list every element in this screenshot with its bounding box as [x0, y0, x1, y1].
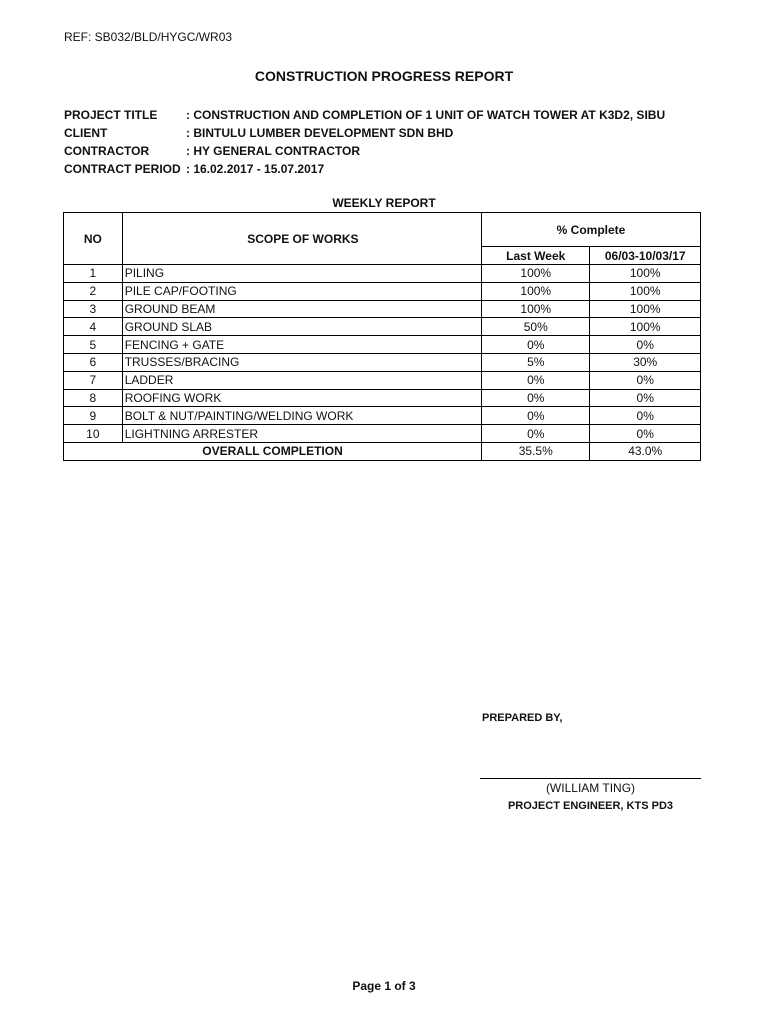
- table-row: [64, 353, 701, 371]
- table-row: [64, 300, 701, 318]
- overall-current-week: 43.0%: [590, 442, 701, 460]
- row-last-week: 0%: [482, 389, 590, 407]
- reference-number: REF: SB032/BLD/HYGC/WR03: [64, 30, 233, 44]
- row-scope: GROUND BEAM: [122, 300, 481, 318]
- row-last-week: 5%: [482, 353, 590, 371]
- column-header-no: NO: [64, 213, 123, 265]
- info-value: : 16.02.2017 - 15.07.2017: [186, 162, 325, 176]
- row-scope: LIGHTNING ARRESTER: [122, 425, 481, 443]
- row-scope: PILING: [122, 265, 481, 283]
- row-number: 6: [64, 353, 123, 371]
- info-value: : HY GENERAL CONTRACTOR: [186, 144, 361, 158]
- column-header-current-week: 06/03-10/03/17: [590, 247, 701, 265]
- row-last-week: 100%: [482, 282, 590, 300]
- row-last-week: 0%: [482, 407, 590, 425]
- table-row: [64, 389, 701, 407]
- row-number: 8: [64, 389, 123, 407]
- row-last-week: 50%: [482, 318, 590, 336]
- row-current-week: 100%: [590, 318, 701, 336]
- row-number: 4: [64, 318, 123, 336]
- row-number: 3: [64, 300, 123, 318]
- table-row: [64, 407, 701, 425]
- row-current-week: 0%: [590, 336, 701, 354]
- table-row: [64, 265, 701, 283]
- row-number: 2: [64, 282, 123, 300]
- info-row-contractor: [64, 142, 665, 160]
- project-info: [64, 106, 665, 178]
- row-current-week: 100%: [590, 300, 701, 318]
- row-last-week: 0%: [482, 336, 590, 354]
- info-row-contract-period: [64, 160, 665, 178]
- row-scope: PILE CAP/FOOTING: [122, 282, 481, 300]
- row-number: 1: [64, 265, 123, 283]
- column-header-last-week: Last Week: [482, 247, 590, 265]
- column-header-percent-complete: % Complete: [482, 213, 701, 247]
- row-number: 5: [64, 336, 123, 354]
- overall-completion-label: OVERALL COMPLETION: [64, 442, 482, 460]
- signatory-position: PROJECT ENGINEER, KTS PD3: [507, 800, 674, 812]
- row-scope: BOLT & NUT/PAINTING/WELDING WORK: [122, 407, 481, 425]
- row-last-week: 100%: [482, 265, 590, 283]
- table-row: [64, 318, 701, 336]
- row-last-week: 100%: [482, 300, 590, 318]
- info-row-client: [64, 124, 665, 142]
- row-number: 9: [64, 407, 123, 425]
- page-number: Page 1 of 3: [352, 979, 416, 993]
- info-label: CLIENT: [64, 126, 108, 140]
- row-number: 10: [64, 425, 123, 443]
- signatory-name: (WILLIAM TING): [545, 781, 636, 795]
- table-row: [64, 371, 701, 389]
- column-header-scope: SCOPE OF WORKS: [122, 213, 481, 265]
- table-row: [64, 336, 701, 354]
- row-last-week: 0%: [482, 371, 590, 389]
- row-scope: GROUND SLAB: [122, 318, 481, 336]
- row-current-week: 0%: [590, 425, 701, 443]
- info-value: : BINTULU LUMBER DEVELOPMENT SDN BHD: [186, 126, 454, 140]
- row-number: 7: [64, 371, 123, 389]
- table-row: [64, 425, 701, 443]
- table-row: [64, 282, 701, 300]
- signature-line: [480, 778, 701, 779]
- row-current-week: 30%: [590, 353, 701, 371]
- row-scope: TRUSSES/BRACING: [122, 353, 481, 371]
- report-title: CONSTRUCTION PROGRESS REPORT: [254, 68, 514, 84]
- row-scope: LADDER: [122, 371, 481, 389]
- prepared-by-label: PREPARED BY,: [482, 712, 563, 724]
- info-label: CONTRACTOR: [64, 144, 150, 158]
- info-row-project-title: [64, 106, 665, 124]
- row-scope: ROOFING WORK: [122, 389, 481, 407]
- overall-last-week: 35.5%: [482, 442, 590, 460]
- info-label: CONTRACT PERIOD: [64, 162, 181, 176]
- row-current-week: 0%: [590, 389, 701, 407]
- info-value: : CONSTRUCTION AND COMPLETION OF 1 UNIT OF WATCH TOWER AT K3D2, SIBU: [186, 108, 666, 122]
- overall-completion-row: [64, 442, 701, 460]
- row-current-week: 0%: [590, 407, 701, 425]
- row-last-week: 0%: [482, 425, 590, 443]
- row-current-week: 100%: [590, 282, 701, 300]
- row-current-week: 0%: [590, 371, 701, 389]
- info-label: PROJECT TITLE: [64, 108, 158, 122]
- row-scope: FENCING + GATE: [122, 336, 481, 354]
- weekly-report-heading: WEEKLY REPORT: [332, 196, 436, 210]
- row-current-week: 100%: [590, 265, 701, 283]
- progress-table: [63, 212, 701, 461]
